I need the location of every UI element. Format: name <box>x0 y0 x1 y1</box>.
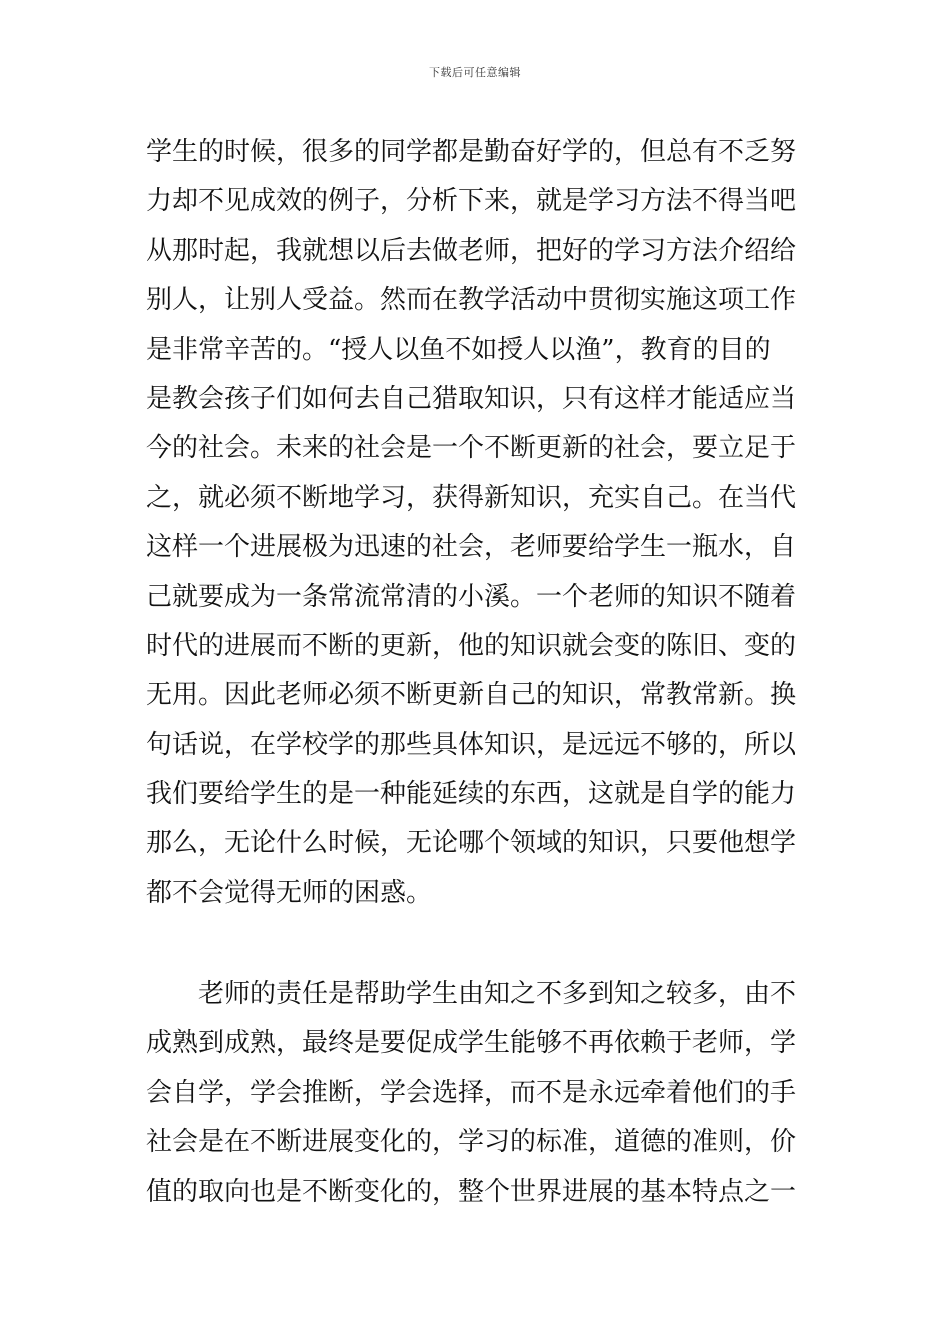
text-line: 力却不见成效的例子，分析下来，就是学习方法不得当吧 <box>146 186 797 217</box>
text-line: 无用。因此老师必须不断更新自己的知识，常教常新。换 <box>146 680 797 711</box>
text-line: 是非常辛苦的。“授人以鱼不如授人以渔”，教育的目的 <box>146 334 771 365</box>
text-line: 时代的进展而不断的更新，他的知识就会变的陈旧、变的 <box>146 630 797 661</box>
paragraph-2 <box>146 970 806 1217</box>
text-line: 值的取向也是不断变化的，整个世界进展的基本特点之一 <box>146 1176 797 1207</box>
paragraph-1 <box>146 128 806 918</box>
text-line: 都不会觉得无师的困惑。 <box>146 877 433 908</box>
text-line: 别人，让别人受益。然而在教学活动中贯彻实施这项工作 <box>146 285 797 316</box>
text-line: 之，就必须不断地学习，获得新知识，充实自己。在当代 <box>146 482 797 513</box>
text-line: 我们要给学生的是一种能延续的东西，这就是自学的能力 <box>146 779 797 810</box>
text-line: 老师的责任是帮助学生由知之不多到知之较多，由不 <box>198 979 797 1009</box>
text-line: 是教会孩子们如何去自己猎取知识，只有这样才能适应当 <box>146 383 797 414</box>
page-header: 下载后可任意编辑 <box>429 66 521 79</box>
text-line: 这样一个进展极为迅速的社会，老师要给学生一瓶水，自 <box>146 532 797 563</box>
text-line: 今的社会。未来的社会是一个不断更新的社会，要立足于 <box>146 433 797 464</box>
text-line: 己就要成为一条常流常清的小溪。一个老师的知识不随着 <box>146 581 797 612</box>
text-line: 学生的时候，很多的同学都是勤奋好学的，但总有不乏努 <box>146 137 797 167</box>
text-line: 成熟到成熟，最终是要促成学生能够不再依赖于老师，学 <box>146 1028 797 1059</box>
text-line: 那么，无论什么时候，无论哪个领域的知识，只要他想学 <box>146 828 797 859</box>
text-line: 会自学，学会推断，学会选择，而不是永远牵着他们的手 <box>146 1077 797 1108</box>
text-line: 句话说，在学校学的那些具体知识，是远远不够的，所以 <box>146 729 797 760</box>
text-line: 从那时起，我就想以后去做老师，把好的学习方法介绍给 <box>146 235 797 266</box>
text-line: 社会是在不断进展变化的，学习的标准，道德的准则，价 <box>146 1127 797 1158</box>
